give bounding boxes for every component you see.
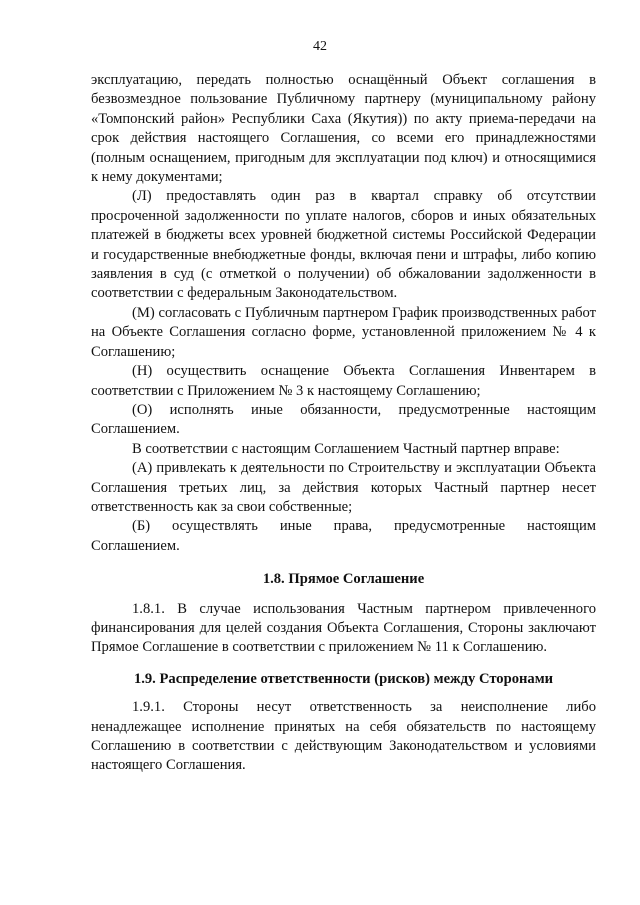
document-body [91, 71, 596, 776]
paragraph-item-n: (Н) осуществить оснащение Объекта Соглашения Инвентарем в соответствии с Приложением № 3 к настоящему Соглашению; [91, 363, 596, 399]
paragraph-item-l: (Л) предоставлять один раз в квартал справку об отсутствии просроченной задолженности по уплате налогов, сборов и иных обязательных платежей в бюджеты всех уровней бюджетной системы Российской Федерации и государственные внебюджетные фонды, включая пени и штрафы, либо копию заявления в суд (с отметкой о получении) об обжаловании задолженности в соответствии с федеральным Законодательством. [91, 188, 596, 302]
paragraph-item-b: (Б) осуществлять иные права, предусмотренные настоящим Соглашением. [91, 518, 596, 554]
section-1-9-heading: 1.9. Распределение ответственности (рисков) между Сторонами [133, 670, 554, 687]
paragraph-continuation: эксплуатацию, передать полностью оснащённый Объект соглашения в безвозмездное пользование Публичному партнеру (муниципальному району «Томпонский район» Республики Саха (Якутия)) по акту приема-передачи на срок действия настоящего Соглашения, со всеми его принадлежностями (полным оснащением, пригодным для эксплуатации под ключ) и относящимися к нему документами; [91, 72, 596, 186]
section-1-9-paragraph: 1.9.1. Стороны несут ответственность за неисполнение либо ненадлежащее исполнение принятых на себя обязательств по настоящему Соглашению в соответствии с действующим Законодательством и условиями настоящего Соглашения. [91, 699, 596, 774]
section-1-8-paragraph: 1.8.1. В случае использования Частным партнером привлеченного финансирования для целей создания Объекта Соглашения, Стороны заключают Прямое Соглашение в соответствии с приложением № 11 к Соглашению. [91, 600, 596, 656]
paragraph-rights-intro: В соответствии с настоящим Соглашением Частный партнер вправе: [132, 440, 560, 457]
section-1-8-heading: 1.8. Прямое Соглашение [262, 571, 425, 588]
page-number: 42 [313, 39, 327, 54]
paragraph-item-o: (О) исполнять иные обязанности, предусмотренные настоящим Соглашением. [91, 401, 596, 438]
paragraph-item-a: (А) привлекать к деятельности по Строительству и эксплуатации Объекта Соглашения третьих лиц, за действия которых Частный партнер несет ответственность как за свои собственные; [91, 460, 596, 515]
paragraph-item-m: (М) согласовать с Публичным партнером График производственных работ на Объекте Соглашения согласно форме, установленной приложением № 4 к Соглашению; [91, 304, 596, 360]
